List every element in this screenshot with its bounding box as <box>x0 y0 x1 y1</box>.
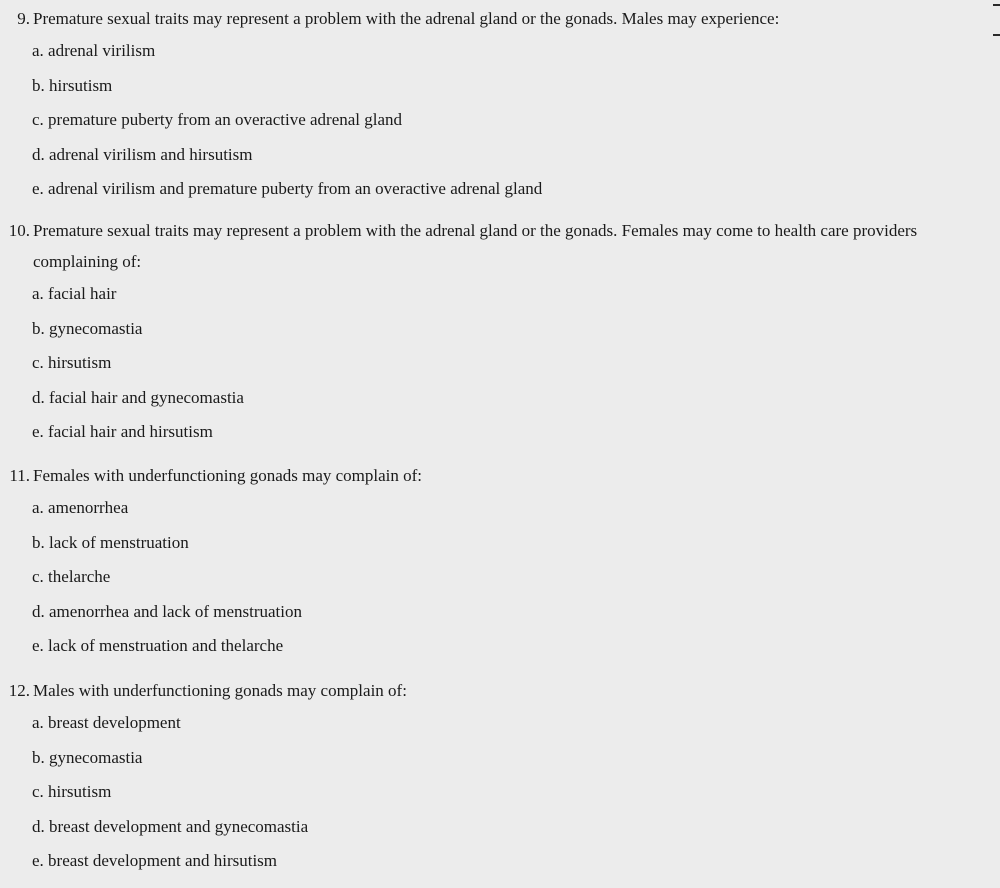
option-c: c. hirsutism <box>32 782 112 802</box>
question-11 <box>0 460 995 664</box>
question-stem <box>0 215 995 277</box>
option-b: b. lack of menstruation <box>32 532 189 552</box>
option-e: e. breast development and hirsutism <box>32 851 278 871</box>
edge-tick-mark <box>993 4 1000 6</box>
question-text: Premature sexual traits may represent a problem with the adrenal gland or the gonads. Females may come to health care providers complaining of: <box>33 221 918 271</box>
option-e: e. adrenal virilism and premature puberty from an overactive adrenal gland <box>32 179 543 199</box>
option-a: a. amenorrhea <box>32 498 129 517</box>
question-number: 9. <box>17 9 30 28</box>
option-e: e. lack of menstruation and thelarche <box>32 636 284 656</box>
question-10 <box>0 215 995 450</box>
option-a: a. adrenal virilism <box>32 41 156 60</box>
question-text: Females with underfunctioning gonads may complain of: <box>33 466 423 485</box>
option-d: d. adrenal virilism and hirsutism <box>32 144 253 164</box>
option-list <box>0 277 995 450</box>
option-e: e. facial hair and hirsutism <box>32 422 213 442</box>
question-number: 12. <box>8 681 30 700</box>
question-number: 10. <box>8 221 30 240</box>
option-b: b. hirsutism <box>32 75 113 95</box>
question-number: 11. <box>9 466 30 485</box>
option-a: a. facial hair <box>32 284 117 303</box>
question-stem <box>0 460 995 491</box>
question-12 <box>0 675 995 879</box>
option-list <box>0 34 995 207</box>
option-c: c. premature puberty from an overactive adrenal gland <box>32 110 403 130</box>
option-c: c. thelarche <box>32 567 111 587</box>
option-d: d. amenorrhea and lack of menstruation <box>32 601 303 621</box>
edge-tick-mark <box>993 34 1000 36</box>
question-text: Males with underfunctioning gonads may complain of: <box>33 681 407 700</box>
question-text: Premature sexual traits may represent a problem with the adrenal gland or the gonads. Males may experience: <box>33 9 780 28</box>
question-9 <box>0 3 995 207</box>
question-stem <box>0 675 995 706</box>
option-d: d. breast development and gynecomastia <box>32 816 309 836</box>
option-list <box>0 706 995 879</box>
option-b: b. gynecomastia <box>32 747 143 767</box>
question-stem <box>0 3 995 34</box>
option-c: c. hirsutism <box>32 353 112 373</box>
option-list <box>0 491 995 664</box>
option-b: b. gynecomastia <box>32 318 143 338</box>
option-d: d. facial hair and gynecomastia <box>32 387 244 407</box>
option-a: a. breast development <box>32 713 181 732</box>
